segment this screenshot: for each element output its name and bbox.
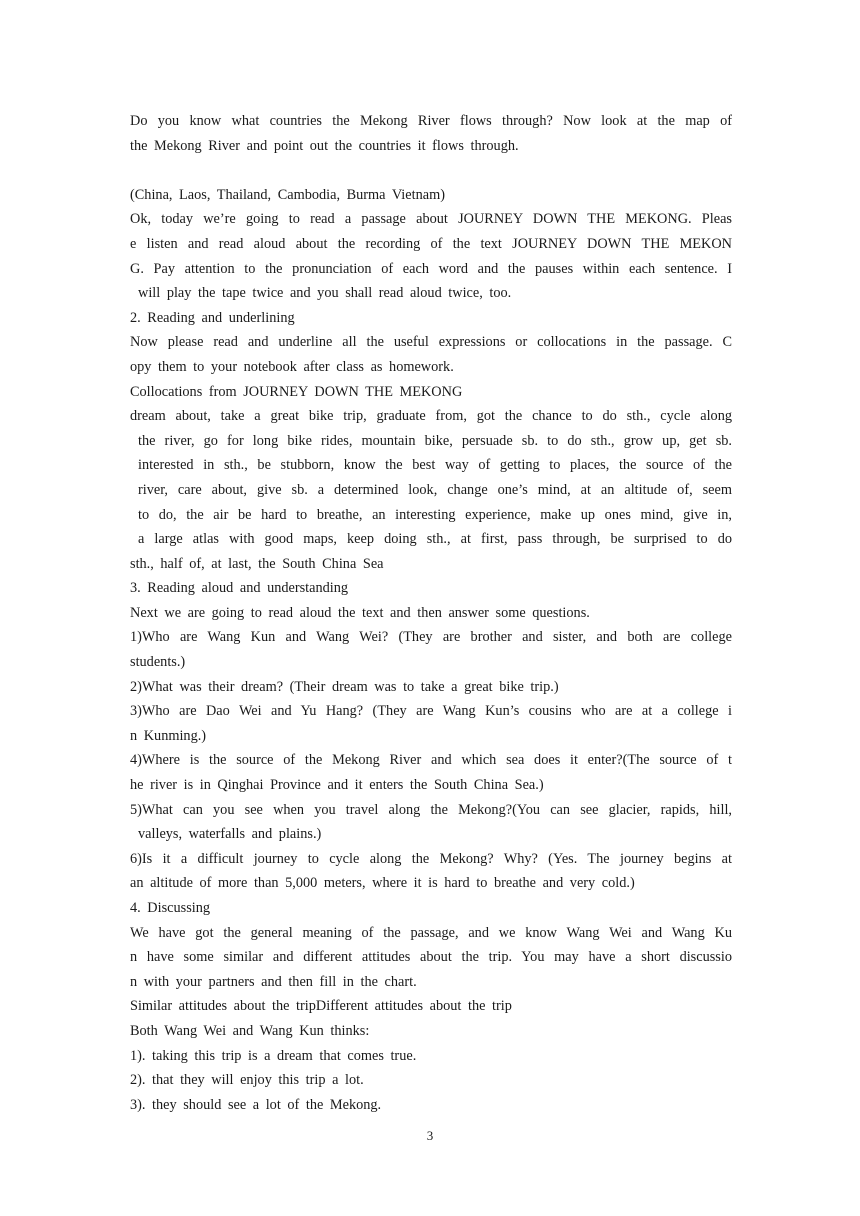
text-line: Do you know what countries the Mekong River flows through? Now look at the map of — [130, 113, 732, 129]
text-line: n Kunming.) — [130, 727, 207, 744]
text-line: the river, go for long bike rides, mountain bike, persuade sb. to do sth., grow up, get sb. — [138, 432, 732, 449]
text-line: will play the tape twice and you shall read aloud twice, too. — [138, 285, 512, 302]
text-line: 4. Discussing — [130, 900, 211, 916]
text-line: sth., half of, at last, the South China Sea — [130, 555, 384, 572]
text-line: to do, the air be hard to breathe, an interesting experience, make up ones mind, give in, — [138, 506, 732, 523]
text-line: 5)What can you see when you travel along the Mekong?(You can see glacier, rapids, hill, — [130, 801, 732, 818]
text-line: Ok, today we’re going to read a passage about JOURNEY DOWN THE MEKONG. Pleas — [130, 211, 732, 228]
text-line: the Mekong River and point out the countries it flows through. — [130, 137, 519, 154]
text-line: valleys, waterfalls and plains.) — [138, 826, 322, 843]
text-line: 1). taking this trip is a dream that comes true. — [130, 1047, 417, 1064]
text-line: n with your partners and then fill in the chart. — [130, 973, 417, 990]
text-line: 2)What was their dream? (Their dream was to take a great bike trip.) — [130, 678, 559, 695]
text-line: interested in sth., be stubborn, know the best way of getting to places, the source of the — [138, 457, 732, 474]
text-line: an altitude of more than 5,000 meters, where it is hard to breathe and very cold.) — [130, 875, 635, 892]
text-line: G. Pay attention to the pronunciation of each word and the pauses within each sentence. I — [130, 260, 732, 277]
text-line: Next we are going to read aloud the text and then answer some questions. — [130, 604, 590, 621]
text-line: dream about, take a great bike trip, graduate from, got the chance to do sth., cycle along — [130, 408, 732, 425]
text-line: Both Wang Wei and Wang Kun thinks: — [130, 1022, 370, 1039]
text-line: students.) — [130, 654, 186, 671]
text-line: Collocations from JOURNEY DOWN THE MEKONG — [130, 383, 463, 400]
text-line: (China, Laos, Thailand, Cambodia, Burma Vietnam) — [130, 186, 445, 203]
text-line: 1)Who are Wang Kun and Wang Wei? (They are brother and sister, and both are college — [130, 629, 732, 646]
text-line: Similar attitudes about the tripDifferent attitudes about the trip — [130, 998, 512, 1015]
text-line: n have some similar and different attitudes about the trip. You may have a short discussio — [130, 949, 732, 966]
text-line: a large atlas with good maps, keep doing sth., at first, pass through, be surprised to do — [138, 531, 732, 548]
text-line: Now please read and underline all the useful expressions or collocations in the passage. C — [130, 334, 732, 351]
document-body — [130, 109, 732, 1117]
text-line: 2). that they will enjoy this trip a lot. — [130, 1072, 364, 1089]
text-line: river, care about, give sb. a determined look, change one’s mind, at an altitude of, seem — [138, 481, 732, 498]
text-line: 3)Who are Dao Wei and Yu Hang? (They are Wang Kun’s cousins who are at a college i — [130, 703, 732, 720]
blank-line — [130, 158, 732, 183]
page-number: 3 — [426, 1128, 434, 1143]
text-line: We have got the general meaning of the passage, and we know Wang Wei and Wang Ku — [130, 924, 732, 941]
text-line: 4)Where is the source of the Mekong River and which sea does it enter?(The source of t — [130, 752, 732, 769]
text-line: 3). they should see a lot of the Mekong. — [130, 1096, 382, 1113]
text-line: 3. Reading aloud and understanding — [130, 580, 349, 597]
text-line: he river is in Qinghai Province and it enters the South China Sea.) — [130, 777, 544, 794]
text-line: 2. Reading and underlining — [130, 309, 295, 326]
text-line: opy them to your notebook after class as homework. — [130, 358, 454, 375]
text-line: e listen and read aloud about the recording of the text JOURNEY DOWN THE MEKON — [130, 235, 732, 252]
text-line: 6)Is it a difficult journey to cycle along the Mekong? Why? (Yes. The journey begins at — [130, 850, 732, 867]
